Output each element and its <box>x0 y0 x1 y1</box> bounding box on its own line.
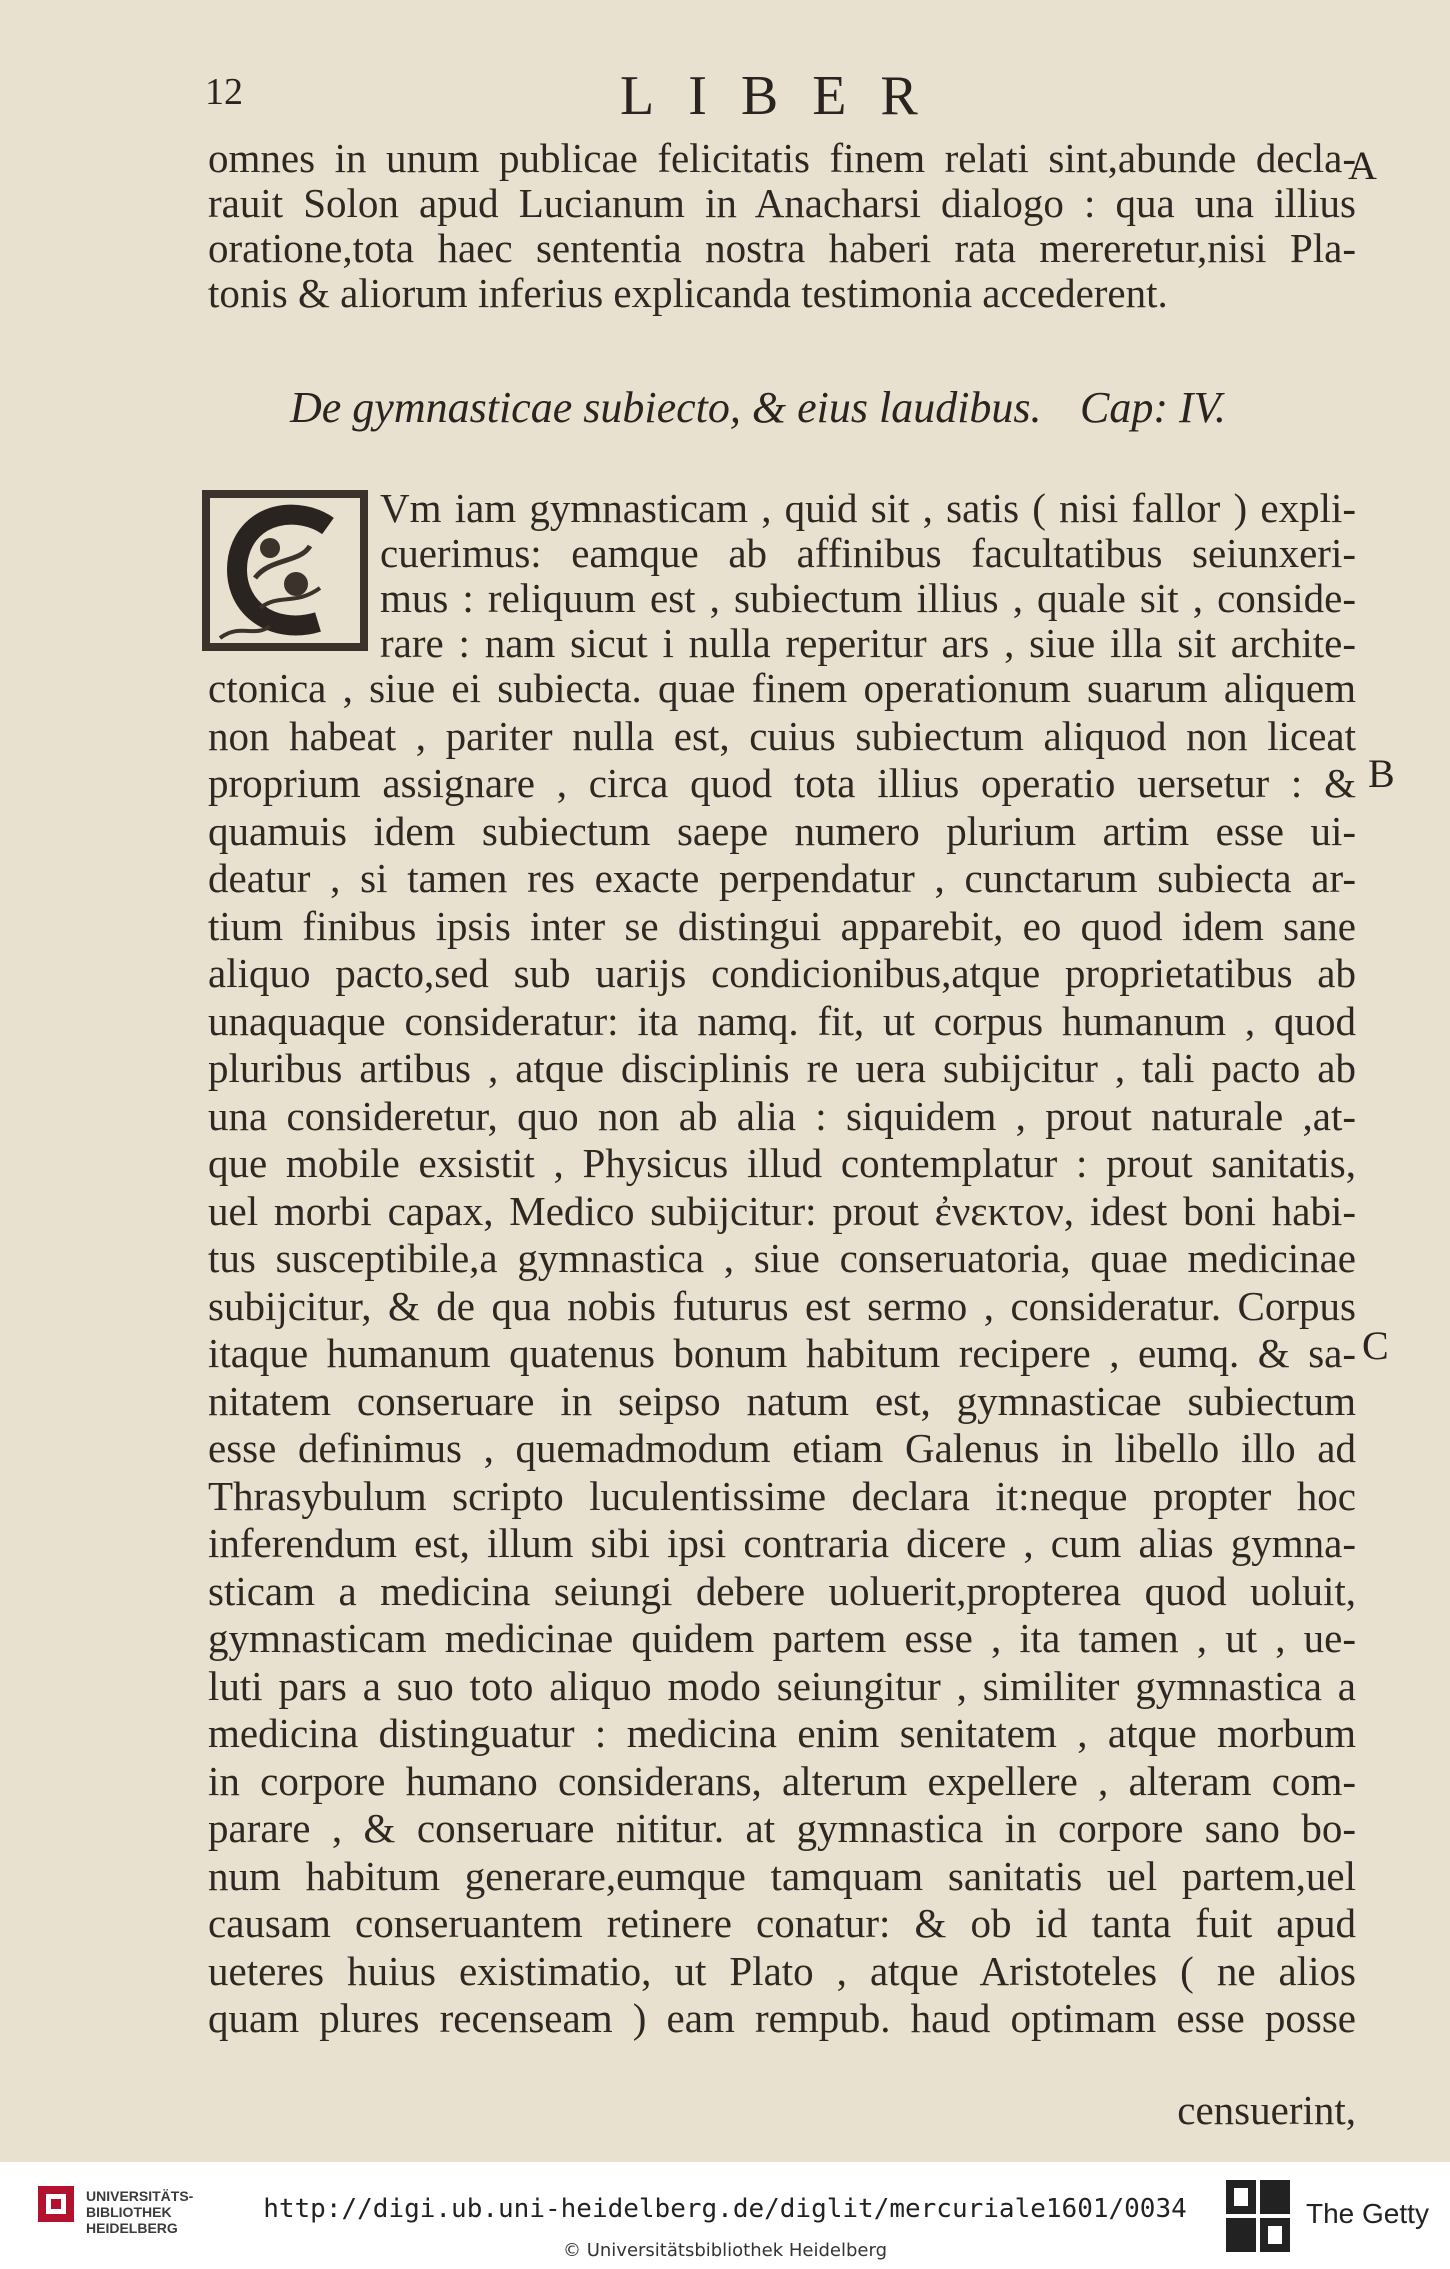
text-line: cuerimus: eamque ab affinibus facultatibus seiunxeri- <box>380 530 1356 576</box>
text-line: oratione,tota haec sententia nostra haberi rata mereretur,nisi Pla- <box>208 225 1356 271</box>
text-line: tonis & aliorum inferius explicanda testimonia accederent. <box>208 270 1168 316</box>
text-line: una consideretur, quo non ab alia : siquidem , prout naturale ,at- <box>208 1092 1356 1139</box>
text-line: mus : reliquum est , subiectum illius , quale sit , conside- <box>380 575 1356 621</box>
margin-letter-b: B <box>1368 751 1395 796</box>
margin-letter-c: C <box>1362 1323 1389 1368</box>
text-line: aliquo pacto,sed sub uarijs condicionibus,atque proprietatibus ab <box>208 950 1356 996</box>
chapter-number: Cap: IV. <box>1080 383 1226 432</box>
text-line: tium finibus ipsis inter se distingui apparebit, eo quod idem sane <box>208 902 1356 949</box>
margin-letter-a: A <box>1348 143 1377 188</box>
text-line: deatur , si tamen res exacte perpendatur , cunctarum subiecta ar- <box>208 855 1356 901</box>
text-line: gymnasticam medicinae quidem partem esse , ita tamen , ut , ue- <box>208 1615 1356 1661</box>
page-number: 12 <box>205 71 243 113</box>
text-line: ueteres huius existimatio, ut Plato , atque Aristoteles ( ne alios <box>208 1947 1356 1994</box>
text-line: tus susceptibile,a gymnastica , siue conseruatoria, quae medicinae <box>208 1235 1356 1281</box>
text-line: que mobile exsistit , Physicus illud contemplatur : prout sanitatis, <box>208 1140 1356 1186</box>
text-line: uel morbi capax, Medico subijcitur: prout ἐνεκτον, idest boni habi- <box>208 1187 1356 1234</box>
text-line: inferendum est, illum sibi ipsi contraria dicere , cum alias gymna- <box>208 1520 1356 1566</box>
text-line: pluribus artibus , atque disciplinis re uera subijcitur , tali pacto ab <box>208 1045 1356 1091</box>
text-line: Thrasybulum scripto luculentissime declara it:neque propter hoc <box>208 1472 1356 1519</box>
text-line: esse definimus , quemadmodum etiam Galenus in libello illo ad <box>208 1425 1356 1471</box>
text-line: itaque humanum quatenus bonum habitum recipere , eumq. & sa- <box>208 1330 1356 1376</box>
text-line: omnes in unum publicae felicitatis finem relati sint,abunde decla- <box>208 135 1356 181</box>
text-line: quam plures recenseam ) eam rempub. haud optimam esse posse <box>208 1995 1356 2041</box>
text-line: ctonica , siue ei subiecta. quae finem operationum suarum aliquem <box>208 665 1356 711</box>
text-line: parare , & conseruare nititur. at gymnastica in corpore sano bo- <box>208 1805 1356 1851</box>
text-line: Vm iam gymnasticam , quid sit , satis ( nisi fallor ) expli- <box>380 485 1356 531</box>
text-line: causam conseruantem retinere conatur: & ob id tanta fuit apud <box>208 1900 1356 1946</box>
chapter-heading <box>290 382 1226 433</box>
text-line: non habeat , pariter nulla est, cuius subiectum aliquod non liceat <box>208 712 1356 759</box>
getty-logo-icon <box>1222 2176 1294 2256</box>
text-line: proprium assignare , circa quod tota illius operatio uersetur : & <box>208 760 1356 806</box>
catchword: censuerint, <box>1177 2087 1356 2133</box>
permalink-url[interactable]: http://digi.ub.uni-heidelberg.de/diglit/mercuriale1601/0034 <box>263 2194 1187 2224</box>
university-library-name: UNIVERSITÄTS- BIBLIOTHEK HEIDELBERG <box>86 2188 194 2236</box>
copyright-notice: © Universitätsbibliothek Heidelberg <box>562 2240 887 2261</box>
text-line: subijcitur, & de qua nobis futurus est sermo , consideratur. Corpus <box>208 1282 1356 1329</box>
text-line: nitatem conseruare in seipso natum est, gymnasticae subiectum <box>208 1377 1356 1424</box>
chapter-title: De gymnasticae subiecto, & eius laudibus. <box>290 383 1042 432</box>
running-head: LIBER <box>620 65 952 127</box>
text-line: in corpore humano considerans, alterum expellere , alteram com- <box>208 1757 1356 1804</box>
text-line: quamuis idem subiectum saepe numero plurium artim esse ui- <box>208 807 1356 854</box>
text-line: luti pars a suo toto aliquo modo seiungitur , similiter gymnastica a <box>208 1662 1356 1709</box>
text-line: rauit Solon apud Lucianum in Anacharsi dialogo : qua una illius <box>208 180 1356 226</box>
text-line: medicina distinguatur : medicina enim senitatem , atque morbum <box>208 1710 1356 1756</box>
text-line: rare : nam sicut i nulla reperitur ars , siue illa sit archite- <box>380 620 1356 666</box>
getty-label: The Getty <box>1306 2198 1429 2229</box>
text-line: num habitum generare,eumque tamquam sanitatis uel partem,uel <box>208 1852 1356 1899</box>
decorated-initial-c-icon <box>200 488 370 653</box>
text-line: sticam a medicina seiungi debere uoluerit,propterea quod uoluit, <box>208 1567 1356 1614</box>
footer <box>0 2162 1450 2269</box>
text-line: unaquaque consideratur: ita namq. fit, ut corpus humanum , quod <box>208 997 1356 1044</box>
